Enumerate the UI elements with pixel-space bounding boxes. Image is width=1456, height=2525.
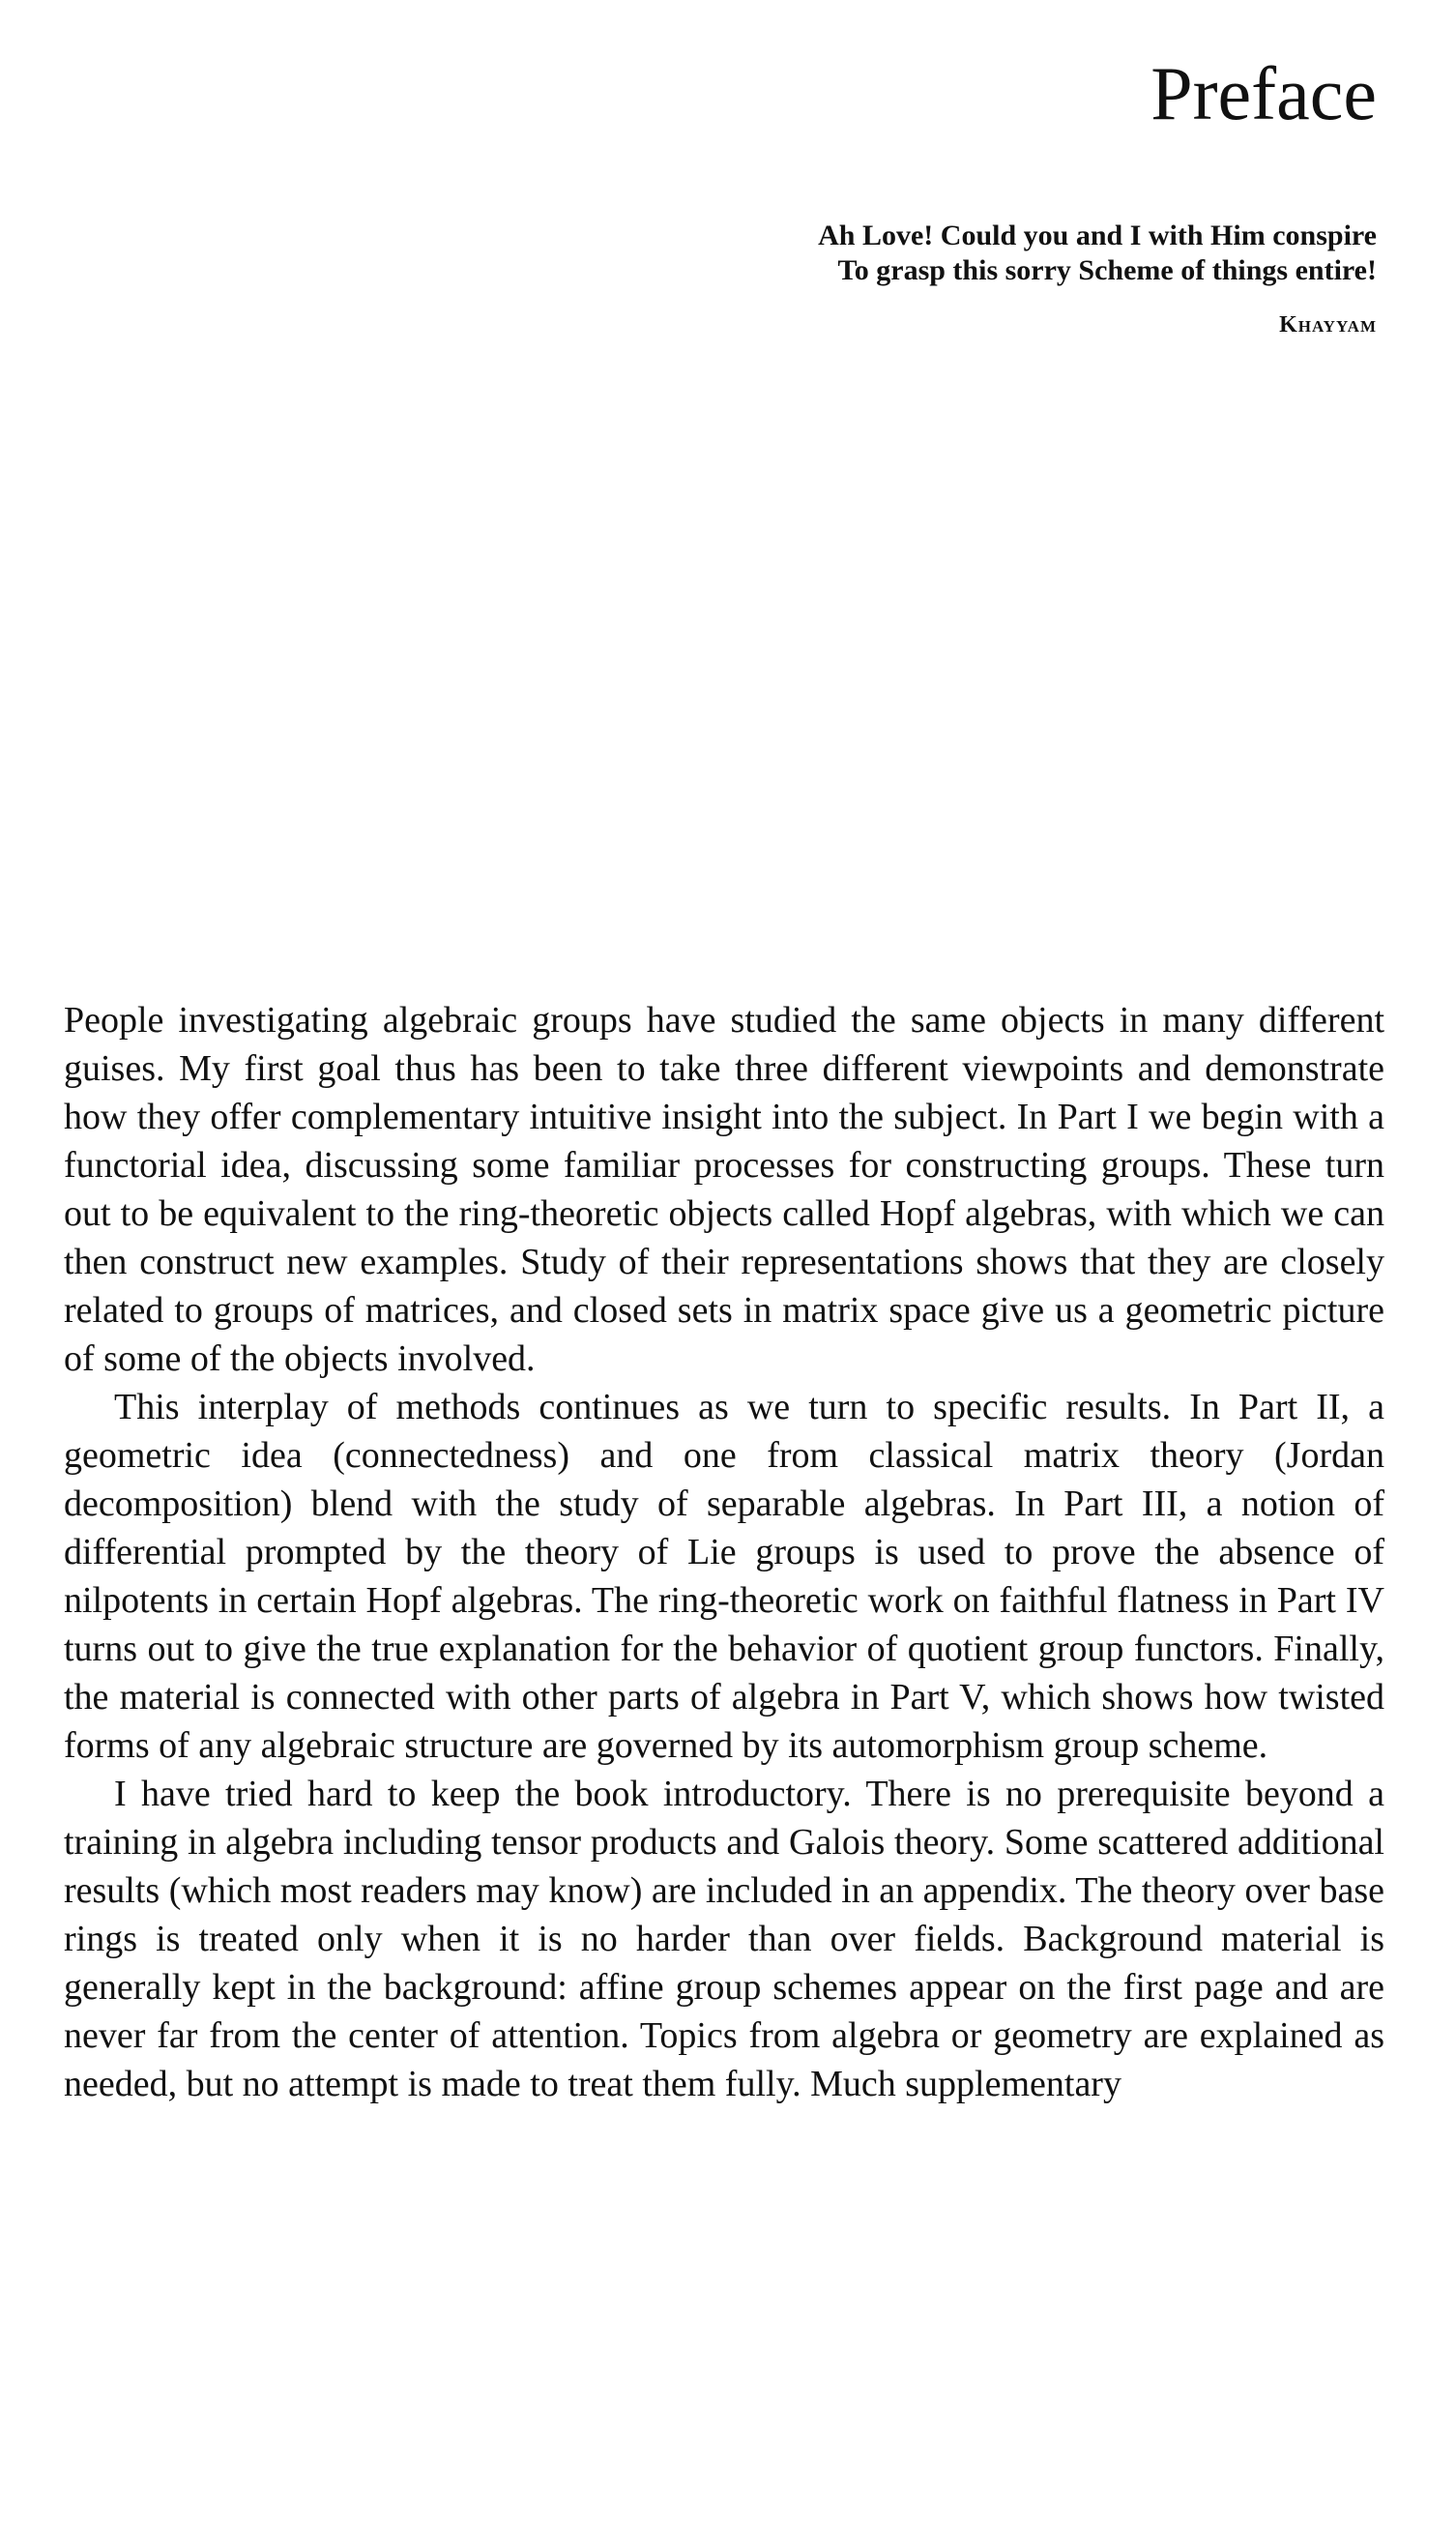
paragraph: I have tried hard to keep the book introductory. There is no prerequisite beyond a training in algebra including tensor products and Galois theory. Some scattered additional results (which most readers may know) are included in an appendix. The theory over base rings is treated only when it is no harder than over fields. Background material is generally kept in the background: affine group schemes appear on the first page and are never far from the center of attention. Topics from algebra or geometry are explained as needed, but no attempt is made to treat them fully. Much supplementary	[64, 1774, 1384, 2104]
body-text	[64, 996, 1384, 2108]
page-title: Preface	[1150, 51, 1377, 135]
paragraph: People investigating algebraic groups have studied the same objects in many different guises. My first goal thus has been to take three different viewpoints and demonstrate how they offer complementary intuitive insight into the subject. In Part I we begin with a functorial idea, discussing some familiar processes for constructing groups. These turn out to be equivalent to the ring-theoretic objects called Hopf algebras, with which we can then construct new examples. Study of their representations shows that they are closely related to groups of matrices, and closed sets in matrix space give us a geometric picture of some of the objects involved.	[64, 1000, 1384, 1379]
epigraph-line: To grasp this sorry Scheme of things entire!	[837, 254, 1377, 286]
epigraph-author: Khayyam	[1279, 312, 1377, 338]
epigraph	[818, 219, 1377, 288]
paragraph: This interplay of methods continues as we turn to specific results. In Part II, a geometric idea (connectedness) and one from classical matrix theory (Jordan decomposition) blend with the study of separable algebras. In Part III, a notion of differential prompted by the theory of Lie groups is used to prove the absence of nilpotents in certain Hopf algebras. The ring-theoretic work on faithful flatness in Part IV turns out to give the true explanation for the behavior of quotient group functors. Finally, the material is connected with other parts of algebra in Part V, which shows how twisted forms of any algebraic structure are governed by its automorphism group scheme.	[64, 1387, 1384, 1766]
epigraph-line: Ah Love! Could you and I with Him conspire	[818, 220, 1377, 251]
